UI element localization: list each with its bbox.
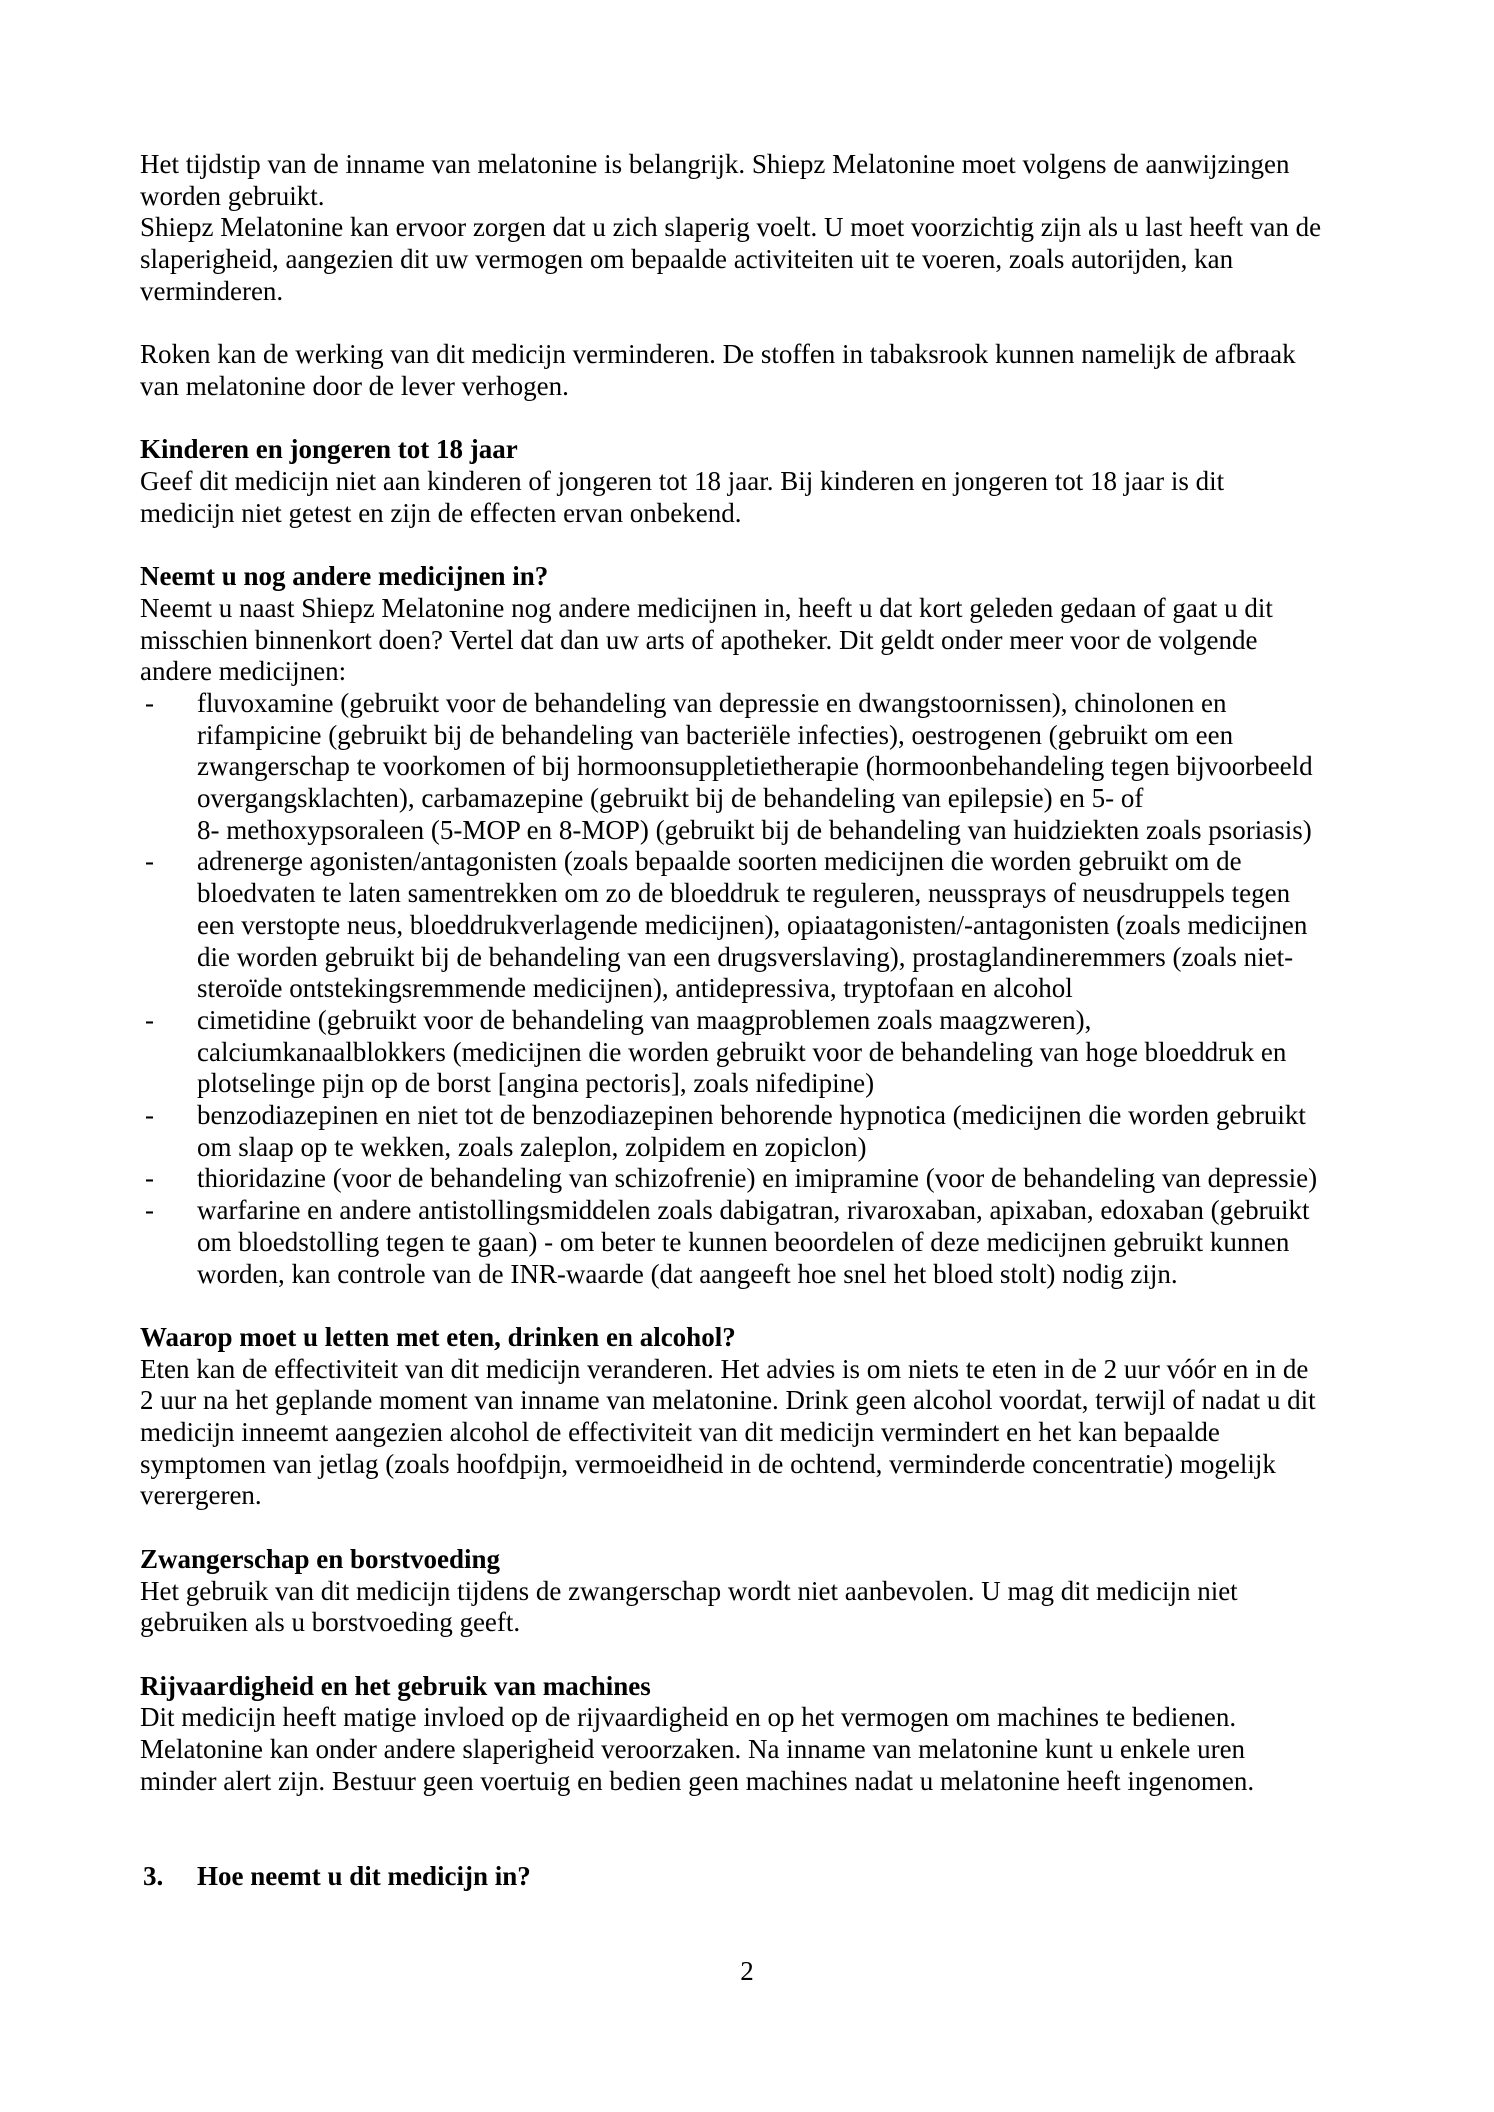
list-item-cimetidine [140,1005,1355,1100]
text-line: 2 uur na het geplande moment van inname van melatonine. Drink geen alcohol voordat, terwijl of nadat u dit [140,1385,1316,1416]
text-line: calciumkanaalblokkers (medicijnen die worden gebruikt voor de behandeling van hoge bloeddruk en [197,1036,1287,1067]
text-line: Roken kan de werking van dit medicijn verminderen. De stoffen in tabaksrook kunnen namelijk de afbraak [140,339,1296,370]
text-line: Neemt u naast Shiepz Melatonine nog andere medicijnen in, heeft u dat kort geleden gedaan of gaat u dit [140,592,1273,623]
text-line: verergeren. [140,1480,262,1511]
text-line: medicijn niet getest en zijn de effecten ervan onbekend. [140,497,742,528]
section-number: 3. [143,1860,164,1891]
section-body-food-alcohol [140,1354,1355,1513]
bullet-marker: - [145,1100,154,1131]
medicine-interaction-list [140,688,1355,1290]
section-heading-pregnancy: Zwangerschap en borstvoeding [140,1543,501,1574]
text-line: Het tijdstip van de inname van melatonine is belangrijk. Shiepz Melatonine moet volgens de aanwijzingen [140,149,1290,179]
list-item-warfarine [140,1195,1355,1290]
text-line: die worden gebruikt bij de behandeling van een drugsverslaving), prostaglandineremmers (zoals niet- [197,941,1294,972]
paragraph-timing-and-drowsiness [140,149,1355,308]
text-line: rifampicine (gebruikt bij de behandeling van bacteriële infecties), oestrogenen (gebruikt om een [197,719,1234,750]
section-body-pregnancy [140,1576,1355,1639]
bullet-marker: - [145,1004,154,1035]
section-heading-driving: Rijvaardigheid en het gebruik van machines [140,1670,651,1701]
text-line: om bloedstolling tegen te gaan) - om beter te kunnen beoordelen of deze medicijnen gebruikt kunnen [197,1226,1290,1257]
text-line: misschien binnenkort doen? Vertel dat dan uw arts of apotheker. Dit geldt onder meer voor de volgende [140,624,1258,655]
section-heading-children: Kinderen en jongeren tot 18 jaar [140,434,518,465]
text-line: andere medicijnen: [140,656,347,687]
bullet-marker: - [145,1163,154,1194]
page-number: 2 [740,1956,754,1986]
list-item-fluvoxamine [140,688,1355,847]
text-line: fluvoxamine (gebruikt voor de behandeling van depressie en dwangstoornissen), chinolonen en [197,687,1227,718]
text-line: een verstopte neus, bloeddrukverlagende medicijnen), opiaatagonisten/-antagonisten (zoals medicijnen [197,909,1308,940]
text-line: steroïde ontstekingsremmende medicijnen), antidepressiva, tryptofaan en alcohol [197,973,1073,1004]
text-line: benzodiazepinen en niet tot de benzodiazepinen behorende hypnotica (medicijnen die worden gebruikt [197,1100,1306,1131]
text-line: Melatonine kan onder andere slaperigheid veroorzaken. Na inname van melatonine kunt u enkele uren [140,1734,1246,1765]
paragraph-smoking [140,339,1355,402]
section-title: Hoe neemt u dit medicijn in? [197,1860,531,1891]
text-line: medicijn inneemt aangezien alcohol de effectiviteit van dit medicijn vermindert en het kan bepaalde [140,1417,1220,1448]
section-body-driving [140,1702,1355,1797]
text-line: gebruiken als u borstvoeding geeft. [140,1607,521,1638]
text-line: minder alert zijn. Bestuur geen voertuig en bedien geen machines nadat u melatonine heeft ingenomen. [140,1765,1255,1796]
text-line: bloedvaten te laten samentrekken om zo de bloeddruk te reguleren, neussprays of neusdruppels tegen [197,878,1291,909]
text-line: symptomen van jetlag (zoals hoofdpijn, vermoeidheid in de ochtend, verminderde concentratie) mogelijk [140,1448,1276,1479]
list-item-thioridazine [140,1163,1355,1195]
text-line: Dit medicijn heeft matige invloed op de rijvaardigheid en op het vermogen om machines te bedienen. [140,1702,1237,1733]
text-line: 8- methoxypsoraleen (5-MOP en 8-MOP) (gebruikt bij de behandeling van huidziekten zoals psoriasis) [197,814,1312,845]
text-line: overgangsklachten), carbamazepine (gebruikt bij de behandeling van epilepsie) en 5- of [197,783,1144,814]
text-line: van melatonine door de lever verhogen. [140,370,569,401]
text-line: thioridazine (voor de behandeling van schizofrenie) en imipramine (voor de behandeling van depressie) [197,1163,1318,1194]
text-line: Eten kan de effectiviteit van dit medicijn veranderen. Het advies is om niets te eten in de 2 uur vóór en in de [140,1353,1309,1384]
bullet-marker: - [145,846,154,877]
text-line: plotselinge pijn op de borst [angina pectoris], zoals nifedipine) [197,1068,875,1099]
text-line: verminderen. [140,275,284,306]
text-line: worden gebruikt. [140,180,325,211]
text-line: Shiepz Melatonine kan ervoor zorgen dat u zich slaperig voelt. U moet voorzichtig zijn als u last heeft van de [140,212,1322,243]
section-heading-food-alcohol: Waarop moet u letten met eten, drinken en alcohol? [140,1321,736,1352]
list-item-benzodiazepines [140,1100,1355,1163]
bullet-marker: - [145,1195,154,1226]
text-line: worden, kan controle van de INR-waarde (dat aangeeft hoe snel het bloed stolt) nodig zijn. [197,1258,1178,1289]
text-line: om slaap op te wekken, zoals zaleplon, zolpidem en zopiclon) [197,1131,867,1162]
section-3-heading [140,1861,1355,1893]
text-line: Geef dit medicijn niet aan kinderen of jongeren tot 18 jaar. Bij kinderen en jongeren tot 18 jaar is dit [140,466,1225,496]
section-heading-other-medicines: Neemt u nog andere medicijnen in? [140,561,549,592]
list-item-adrenergics [140,846,1355,1005]
text-line: cimetidine (gebruikt voor de behandeling van maagproblemen zoals maagzweren), [197,1004,1092,1035]
text-line: zwangerschap te voorkomen of bij hormoonsuppletietherapie (hormoonbehandeling tegen bijvoorbeeld [197,751,1313,782]
text-line: Het gebruik van dit medicijn tijdens de zwangerschap wordt niet aanbevolen. U mag dit medicijn niet [140,1575,1238,1606]
section-body-children [140,466,1355,529]
text-line: warfarine en andere antistollingsmiddelen zoals dabigatran, rivaroxaban, apixaban, edoxaban (gebruikt [197,1195,1310,1226]
text-line: slaperigheid, aangezien dit uw vermogen om bepaalde activiteiten uit te voeren, zoals autorijden, kan [140,244,1234,275]
text-line: adrenerge agonisten/antagonisten (zoals bepaalde soorten medicijnen die worden gebruikt om de [197,846,1242,877]
section-intro-other-medicines [140,593,1355,688]
page-content [140,149,1355,1893]
bullet-marker: - [145,687,154,718]
